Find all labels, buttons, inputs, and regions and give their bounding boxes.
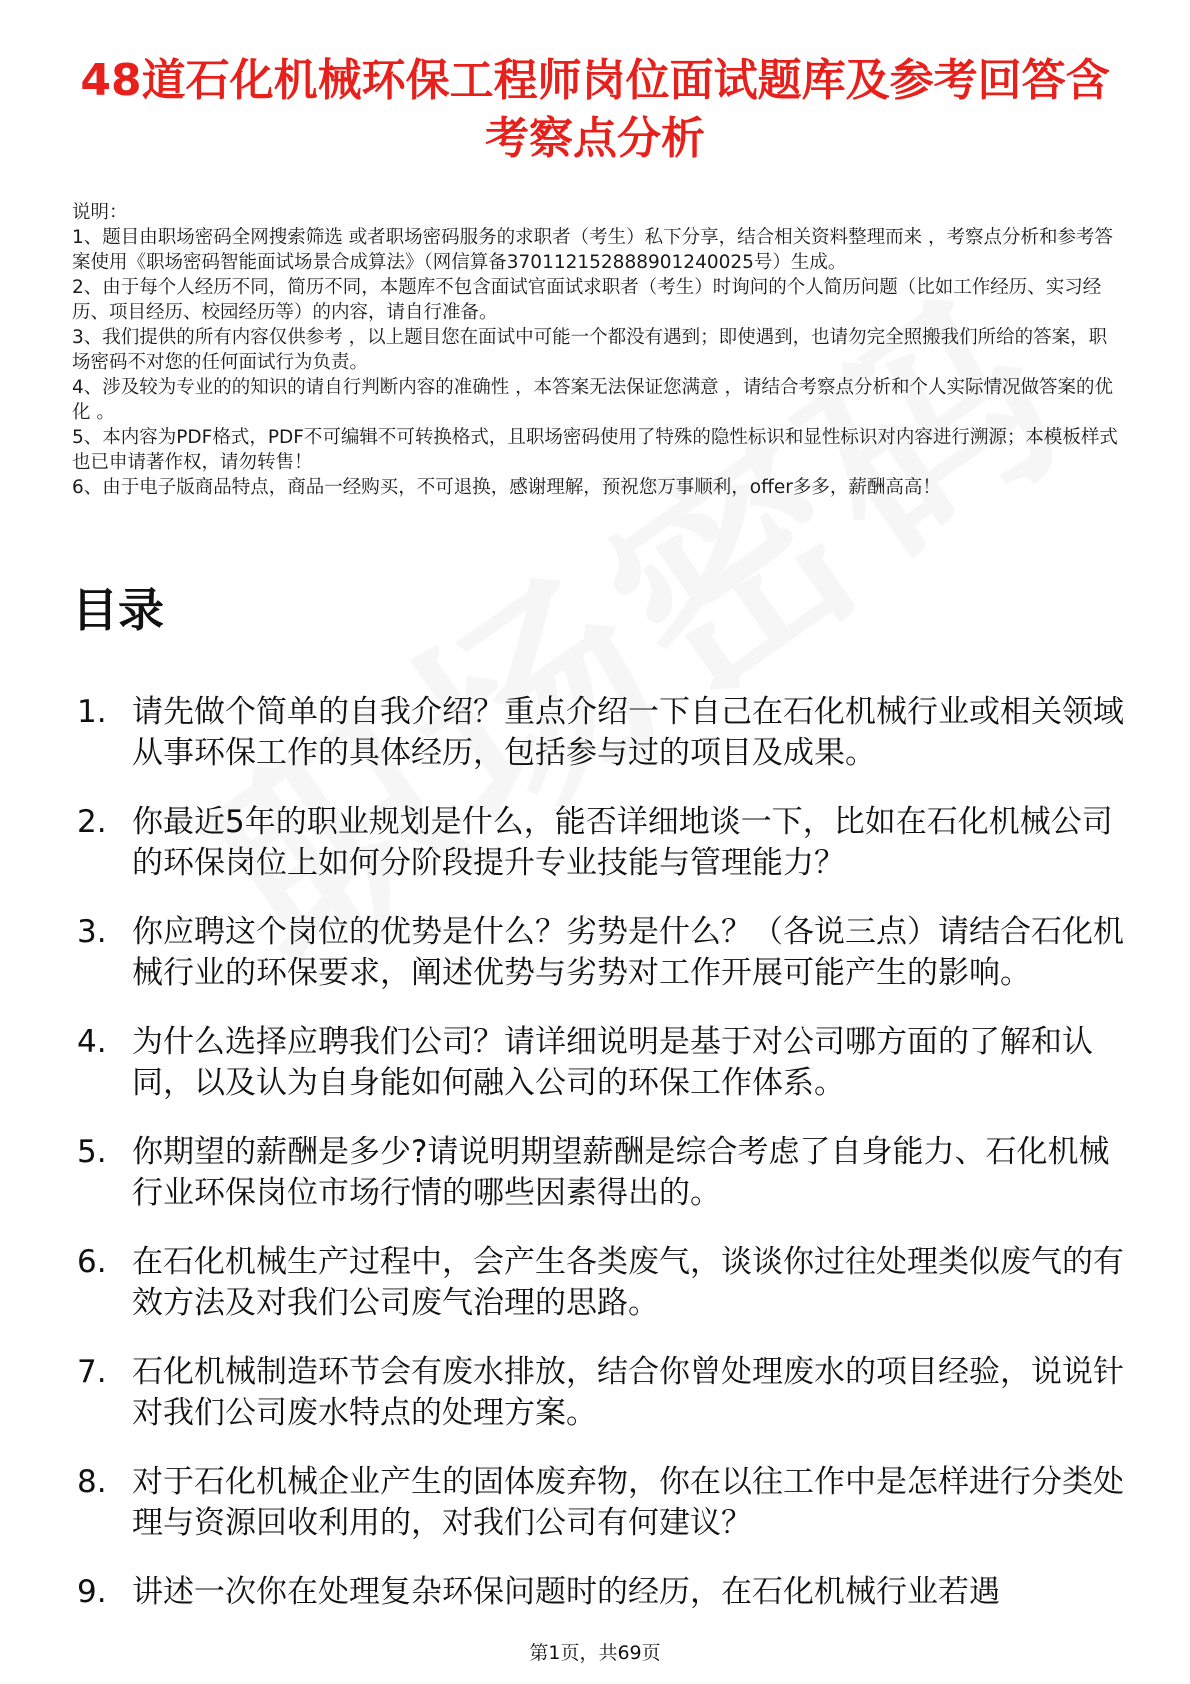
toc-item-number: 2. <box>77 804 107 840</box>
toc-item-number: 3. <box>77 914 107 950</box>
toc-item-text: 为什么选择应聘我们公司？请详细说明是基于对公司哪方面的了解和认同，以及认为自身能如何融入公司的环保工作体系。 <box>132 1024 1093 1101</box>
toc-item[interactable] <box>72 802 1132 884</box>
toc-item-text: 你最近5年的职业规划是什么，能否详细地谈一下，比如在石化机械公司的环保岗位上如何分阶段提升专业技能与管理能力？ <box>132 804 1113 881</box>
toc-item[interactable] <box>72 912 1132 994</box>
toc-item-text: 在石化机械生产过程中，会产生各类废气，谈谈你过往处理类似废气的有效方法及对我们公司废气治理的思路。 <box>132 1244 1124 1321</box>
toc-item-number: 4. <box>77 1024 107 1060</box>
note-item: 3、我们提供的所有内容仅供参考 ，以上题目您在面试中可能一个都没有遇到；即使遇到，也请勿完全照搬我们所给的答案，职场密码不对您的任何面试行为负责。 <box>72 327 1108 373</box>
toc-item-text: 对于石化机械企业产生的固体废弃物，你在以往工作中是怎样进行分类处理与资源回收利用的，对我们公司有何建议？ <box>132 1464 1124 1541</box>
toc-item-number: 8. <box>77 1464 107 1500</box>
toc-list <box>72 692 1132 1641</box>
toc-item[interactable] <box>72 1022 1132 1104</box>
toc-item-text: 你应聘这个岗位的优势是什么？劣势是什么？（各说三点）请结合石化机械行业的环保要求，阐述优势与劣势对工作开展可能产生的影响。 <box>132 914 1124 991</box>
toc-item[interactable] <box>72 692 1132 774</box>
note-item: 4、涉及较为专业的的知识的请自行判断内容的准确性 ，本答案无法保证您满意 ，请结合考察点分析和个人实际情况做答案的优化 。 <box>72 377 1114 423</box>
notes-heading: 说明： <box>72 202 128 223</box>
toc-item-number: 6. <box>77 1244 107 1280</box>
toc-heading: 目录 <box>72 583 164 637</box>
toc-item-text: 讲述一次你在处理复杂环保问题时的经历，在石化机械行业若遇 <box>132 1574 1000 1610</box>
toc-item-text: 石化机械制造环节会有废水排放，结合你曾处理废水的项目经验，说说针对我们公司废水特点的处理方案。 <box>132 1354 1124 1431</box>
note-item: 5、本内容为PDF格式，PDF不可编辑不可转换格式，且职场密码使用了特殊的隐性标识和显性标识对内容进行溯源；本模板样式也已申请著作权，请勿转售！ <box>72 427 1118 473</box>
toc-item-number: 1. <box>77 694 107 730</box>
note-item: 2、由于每个人经历不同，简历不同，本题库不包含面试官面试求职者（考生）时询问的个人简历问题（比如工作经历、实习经历、项目经历、校园经历等）的内容，请自行准备。 <box>72 277 1102 323</box>
toc-item-text: 你期望的薪酬是多少?请说明期望薪酬是综合考虑了自身能力、石化机械行业环保岗位市场行情的哪些因素得出的。 <box>132 1134 1110 1211</box>
toc-item[interactable] <box>72 1462 1132 1544</box>
page-footer: 第1页，共69页 <box>529 1642 661 1664</box>
toc-item-text: 请先做个简单的自我介绍？重点介绍一下自己在石化机械行业或相关领域从事环保工作的具体经历，包括参与过的项目及成果。 <box>132 694 1124 771</box>
notes-section <box>72 200 1122 500</box>
note-item: 6、由于电子版商品特点，商品一经购买，不可退换，感谢理解，预祝您万事顺利，offer多多，薪酬高高！ <box>72 477 941 498</box>
toc-item[interactable] <box>72 1572 1132 1613</box>
toc-item[interactable] <box>72 1132 1132 1214</box>
toc-item-number: 9. <box>77 1574 107 1610</box>
note-item: 1、题目由职场密码全网搜索筛选 或者职场密码服务的求职者（考生）私下分享，结合相关资料整理而来 ，考察点分析和参考答案使用《职场密码智能面试场景合成算法》（网信算备370112152888901240025号）生成。 <box>72 227 1114 273</box>
toc-item[interactable] <box>72 1352 1132 1434</box>
document-title: 48道石化机械环保工程师岗位面试题库及参考回答含考察点分析 <box>80 55 1110 164</box>
toc-item[interactable] <box>72 1242 1132 1324</box>
toc-item-number: 7. <box>77 1354 107 1390</box>
toc-item-number: 5. <box>77 1134 107 1170</box>
